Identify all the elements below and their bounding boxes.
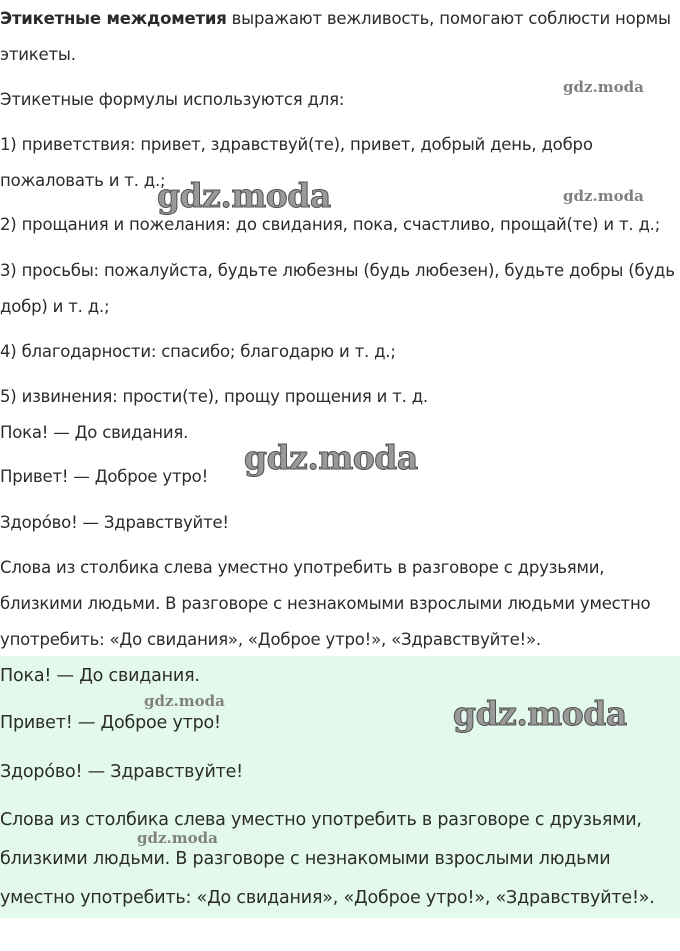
formula-item-request-line-1: 3) просьбы: пожалуйста, будьте любезны (будь любезен), будьте добры (будь <box>0 261 675 280</box>
intro-paragraph-line-1 <box>0 9 671 29</box>
answer-explanation-line-2: близкими людьми. В разговоре с незнакомыми взрослыми людьми <box>0 849 611 869</box>
formula-item-request-line-2: добр) и т. д.; <box>0 297 110 316</box>
watermark-logo: gdz.moda <box>453 694 627 733</box>
watermark-logo: gdz.moda <box>137 829 218 847</box>
answer-pair-2: Привет! — Доброе утро! <box>0 713 221 733</box>
watermark-logo: gdz.moda <box>563 78 644 96</box>
formula-item-greeting-line-2: пожаловать и т. д.; <box>0 171 166 190</box>
answer-pair-1: Пока! — До свидания. <box>0 666 200 686</box>
watermark-logo: gdz.moda <box>144 692 225 710</box>
example-explanation-line-3: употребить: «До свидания», «Доброе утро!», «Здравствуйте!». <box>0 630 541 649</box>
watermark-logo: gdz.moda <box>157 176 331 215</box>
example-pair-1: Пока! — До свидания. <box>0 423 189 442</box>
intro-term: Этикетные междометия <box>0 9 227 28</box>
intro-paragraph-line-2: этикеты. <box>0 45 76 64</box>
formula-item-farewell: 2) прощания и пожелания: до свидания, пока, счастливо, прощай(те) и т. д.; <box>0 215 661 234</box>
watermark-logo: gdz.moda <box>563 187 644 205</box>
answer-explanation-line-3: уместно употребить: «До свидания», «Доброе утро!», «Здравствуйте!». <box>0 888 655 908</box>
answer-pair-3: Здорóво! — Здравствуйте! <box>0 762 244 782</box>
example-pair-3: Здорóво! — Здравствуйте! <box>0 513 229 532</box>
formula-item-apology: 5) извинения: прости(те), прощу прощения и т. д. <box>0 387 428 406</box>
example-explanation-line-2: близкими людьми. В разговоре с незнакомыми взрослыми людьми уместно <box>0 594 651 613</box>
formula-item-gratitude: 4) благодарности: спасибо; благодарю и т. д.; <box>0 342 396 361</box>
watermark-logo: gdz.moda <box>244 438 418 477</box>
example-pair-2: Привет! — Доброе утро! <box>0 467 208 486</box>
formulas-heading: Этикетные формулы используются для: <box>0 90 345 109</box>
intro-text: выражают вежливость, помогают соблюсти нормы <box>226 9 671 28</box>
formula-item-greeting-line-1: 1) приветствия: привет, здравствуй(те), привет, добрый день, добро <box>0 135 593 154</box>
answer-explanation-line-1: Слова из столбика слева уместно употребить в разговоре с друзьями, <box>0 810 642 830</box>
example-explanation-line-1: Слова из столбика слева уместно употребить в разговоре с друзьями, <box>0 558 605 577</box>
